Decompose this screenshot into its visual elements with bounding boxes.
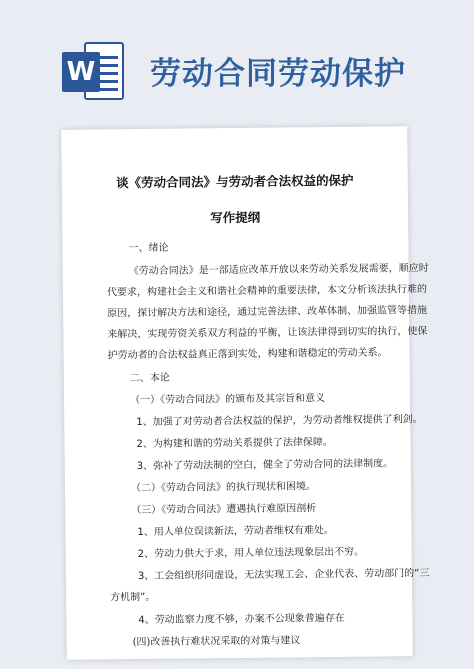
list-item: 1、加强了对劳动者合法权益的保护，为劳动者维权提供了利剑。 xyxy=(136,414,423,429)
paragraph-line: 来解决，实现劳资关系双方利益的平衡，让该法律得到切实的执行，使保 xyxy=(107,326,428,341)
subsection-heading: （二）《劳动合同法》的执行现状和困境。 xyxy=(130,481,317,495)
list-item: 2、劳动力供大于求，用人单位违法现象层出不穷。 xyxy=(137,546,365,561)
list-item: 2、为构建和谐的劳动关系提供了法律保障。 xyxy=(136,436,333,451)
list-item: 1、用人单位误读新法，劳动者维权有难处。 xyxy=(137,524,334,539)
document-subtitle: 写作提纲 xyxy=(210,209,261,226)
banner-title: 劳动合同劳动保护 xyxy=(150,56,406,92)
document-page xyxy=(61,126,430,660)
paragraph-line: 原因，探讨解决方法和途径，通过完善法律、改革体制、加强监管等措施 xyxy=(107,305,428,320)
document-title: 谈《劳动合同法》与劳动者合法权益的保护 xyxy=(115,172,354,191)
section-heading-body: 二、本论 xyxy=(129,372,170,385)
subsection-heading: （一）《劳动合同法》的颁布及其宗旨和意义 xyxy=(130,393,326,407)
section-heading-intro: 一、绪论 xyxy=(128,242,169,255)
subsection-heading: (四)改善执行难状况采取的对策与建议 xyxy=(132,635,301,649)
word-document-icon xyxy=(62,42,128,102)
paragraph-line: 护劳动者的合法权益真正落到实处，构建和谐稳定的劳动关系。 xyxy=(107,347,388,362)
list-item: 3、弥补了劳动法制的空白，健全了劳动合同的法律制度。 xyxy=(136,458,394,473)
list-item: 4、劳动监察力度不够，办案不公现象普遍存在 xyxy=(138,612,345,627)
list-item: 3、工会组织形同虚设，无法实现工会、企业代表、劳动部门的“三 xyxy=(137,567,430,583)
paragraph-line: 《劳动合同法》是一部适应改革开放以来劳动关系发展需要，顺应时 xyxy=(128,262,429,278)
subsection-heading: （三）《劳动合同法》遭遇执行难原因剖析 xyxy=(131,503,317,517)
list-item-continuation: 方机制”。 xyxy=(110,591,156,604)
word-logo-letter: W xyxy=(62,52,100,92)
header-banner xyxy=(0,0,474,110)
paragraph-line: 代要求，构建社会主义和谐社会精神的重要法律，本文分析该法执行难的 xyxy=(106,284,427,299)
